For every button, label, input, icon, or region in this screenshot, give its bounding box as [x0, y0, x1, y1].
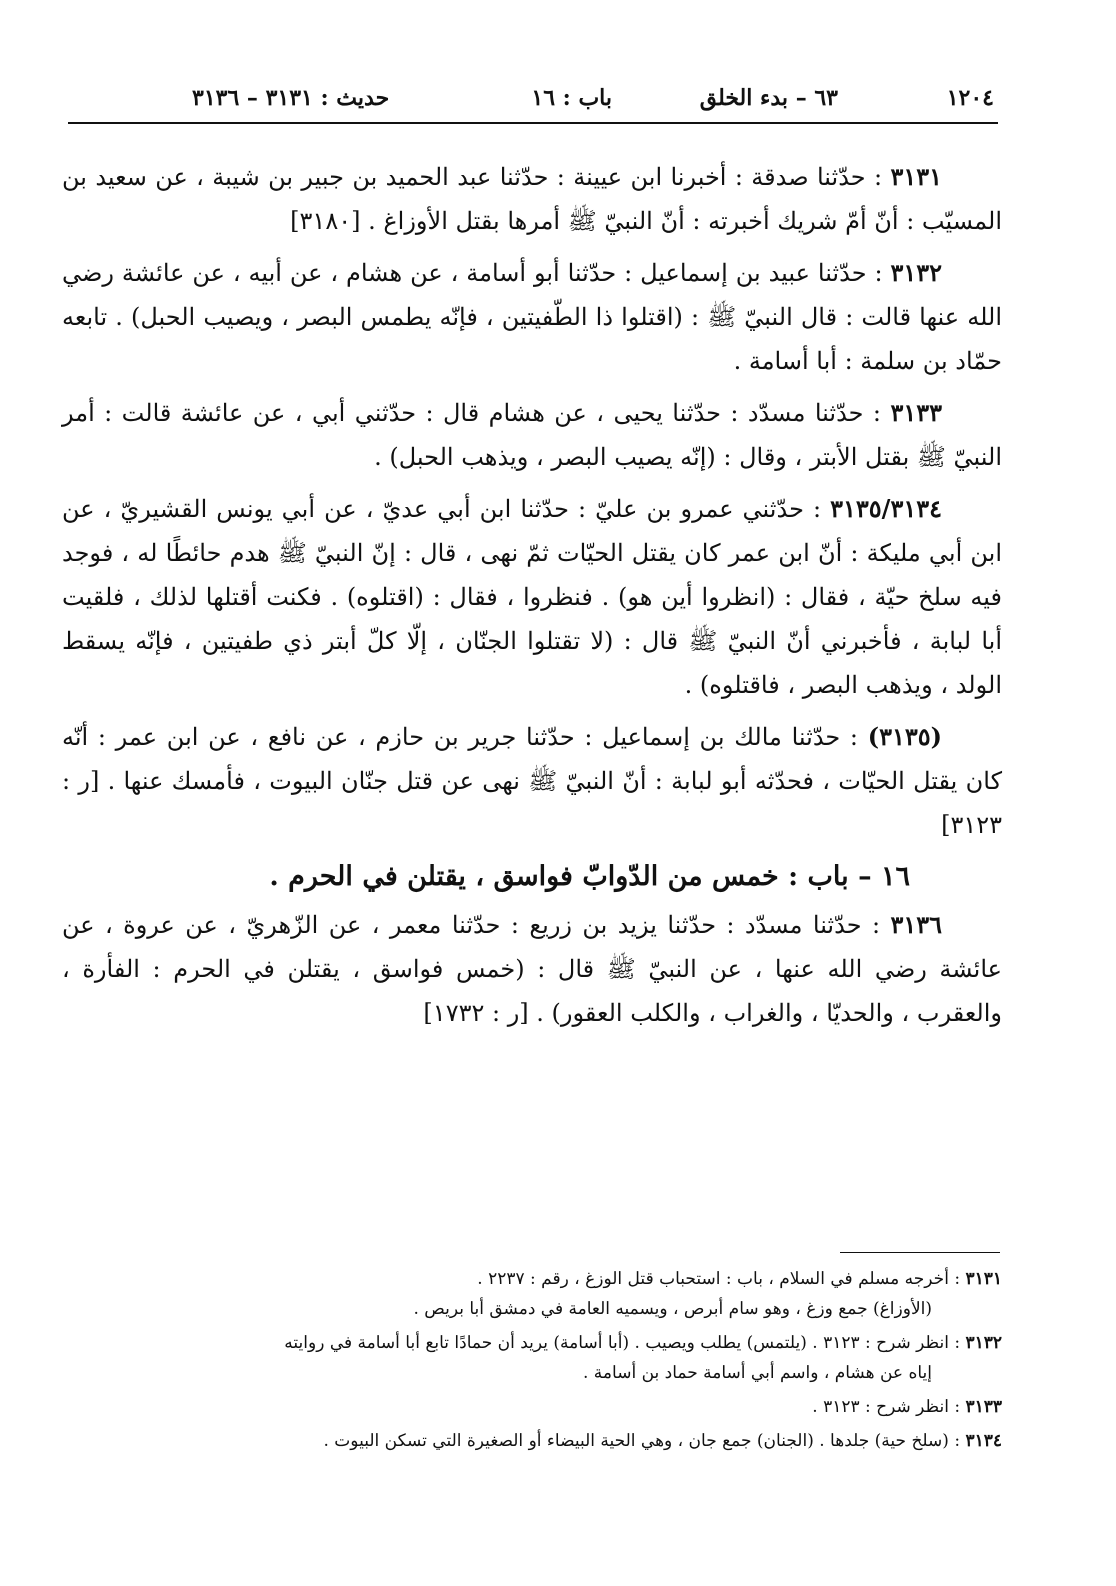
hadith-range: حديث : ٣١٣١ – ٣١٣٦: [192, 85, 390, 111]
hadith-paragraph: [62, 391, 1002, 479]
footnote-number: ٣١٣٢: [965, 1333, 1002, 1353]
hadith-text: : حدّثنا عبيد بن إسماعيل : حدّثنا أبو أسامة ، عن هشام ، عن أبيه ، عن عائشة رضي الله عنها قالت : قال النبيّ ﷺ : (اقتلوا ذا الطّفيتين ، فإنّه يطمس البصر ، ويصيب الحبل) . تابعه حمّاد بن سلمة : أبا أسامة .: [62, 259, 1002, 375]
bab-number: باب : ١٦: [531, 85, 612, 111]
footnote-rule: [840, 1252, 1000, 1253]
page-number: ١٢٠٤: [946, 85, 994, 111]
footnote-continuation: إياه عن هشام ، واسم أبي أسامة حماد بن أسامة .: [583, 1363, 932, 1383]
hadith-paragraph: [62, 715, 1002, 847]
header-rule: [68, 122, 998, 124]
hadith-number: ٣١٣٦: [890, 910, 942, 939]
hadith-text: : حدّثنا مسدّد : حدّثنا يزيد بن زريع : حدّثنا معمر ، عن الزّهريّ ، عن عروة ، عن عائشة رضي الله عنها ، عن النبيّ ﷺ قال : (خمس فواسق ، يقتلن في الحرم : الفأرة ، والعقرب ، والحديّا ، والغراب ، والكلب العقور) . [ر : ١٧٣٢]: [62, 911, 1002, 1027]
footnote-text: : أخرجه مسلم في السلام ، باب : استحباب قتل الوزغ ، رقم : ٢٢٣٧ .: [477, 1269, 966, 1289]
hadith-number: (٣١٣٥): [867, 722, 942, 751]
hadith-number: ٣١٣٢: [890, 258, 942, 287]
hadith-number: ٣١٣١: [890, 162, 943, 191]
hadith-paragraph: [62, 903, 1002, 1035]
hadith-text: : حدّثنا مسدّد : حدّثنا يحيى ، عن هشام قال : حدّثني أبي ، عن عائشة قالت : أمر النبيّ ﷺ بقتل الأبتر ، وقال : (إنّه يصيب البصر ، ويذهب الحبل) .: [62, 399, 1002, 471]
running-header: [192, 78, 994, 118]
footnote-number: ٣١٣٣: [965, 1397, 1002, 1417]
footnote: [62, 1426, 1002, 1456]
hadith-paragraph: [62, 251, 1002, 383]
hadith-text: : حدّثنا مالك بن إسماعيل : حدّثنا جرير بن حازم ، عن نافع ، عن ابن عمر : أنّه كان يقتل الحيّات ، فحدّثه أبو لبابة : أنّ النبيّ ﷺ نهى عن قتل جنّان البيوت ، فأمسك عنها . [ر : ٣١٢٣]: [62, 723, 1002, 839]
footnotes: [62, 1264, 1002, 1460]
footnote: [62, 1392, 1002, 1422]
hadith-number: ٣١٣٣: [890, 398, 942, 427]
footnote: [62, 1328, 1002, 1388]
main-text: [62, 155, 1002, 1043]
footnote-text: : انظر شرح : ٣١٢٣ .: [812, 1397, 966, 1417]
bab-heading: ١٦ – باب : خمس من الدّوابّ فواسق ، يقتلن في الحرم .: [269, 861, 910, 892]
hadith-paragraph: [62, 155, 1002, 243]
hadith-text: : حدّثني عمرو بن عليّ : حدّثنا ابن أبي عديّ ، عن أبي يونس القشيريّ ، عن ابن أبي مليكة : أنّ ابن عمر كان يقتل الحيّات ثمّ نهى ، قال : إنّ النبيّ ﷺ هدم حائطًا له ، فوجد فيه سلخ حيّة ، فقال : (انظروا أين هو) . فنظروا ، فقال : (اقتلوه) . فكنت أقتلها لذلك ، فلقيت أبا لبابة ، فأخبرني أنّ النبيّ ﷺ قال : (لا تقتلوا الجنّان ، إلّا كلّ أبتر ذي طفيتين ، فإنّه يسقط الولد ، ويذهب البصر ، فاقتلوه) .: [62, 495, 1002, 699]
hadith-text: : حدّثنا صدقة : أخبرنا ابن عيينة : حدّثنا عبد الحميد بن جبير بن شيبة ، عن سعيد بن المسيّب : أنّ أمّ شريك أخبرته : أنّ النبيّ ﷺ أمرها بقتل الأوزاغ . [٣١٨٠]: [62, 163, 1002, 235]
chapter-title: ٦٣ – بدء الخلق: [699, 85, 838, 111]
footnote-continuation: (الأوزاغ) جمع وزغ ، وهو سام أبرص ، ويسميه العامة في دمشق أبا بريص .: [413, 1299, 932, 1319]
footnote-text: : انظر شرح : ٣١٢٣ . (يلتمس) يطلب ويصيب . (أبا أسامة) يريد أن حمادًا تابع أبا أسامة في روايته: [284, 1333, 966, 1353]
footnote-number: ٣١٣١: [965, 1269, 1002, 1289]
hadith-paragraph: [62, 487, 1002, 707]
footnote-text: : (سلخ حية) جلدها . (الجنان) جمع جان ، وهي الحية البيضاء أو الصغيرة التي تسكن البيوت .: [323, 1431, 966, 1451]
footnote: [62, 1264, 1002, 1324]
footnote-number: ٣١٣٤: [965, 1431, 1002, 1451]
hadith-number: ٣١٣٥/٣١٣٤: [830, 494, 942, 523]
